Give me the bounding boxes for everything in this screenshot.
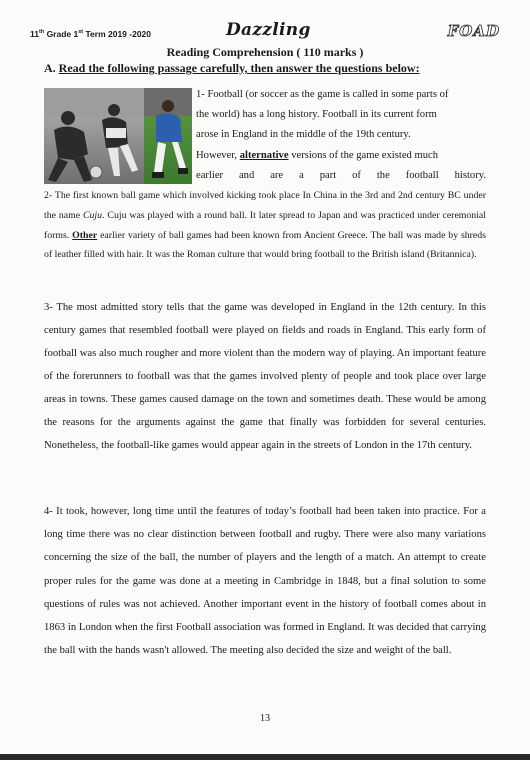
- paragraph-3: 3- The most admitted story tells that the game was developed in England in the 12th century. In this century games that resembled football were played on fields and roads in England. This early form of football was also much rougher and more violent than the modern way of playing. An important feature of the forerunners to football was that the games involved plenty of people and took place over large areas in towns. These games caused damage on the town and sometimes death. These would be among the reasons for the arguments against the game that finally was forbidden for several centuries. Nonetheless, the football-like games would appear again in the streets of London in the 17th century.: [44, 302, 486, 451]
- instruction-text: Read the following passage carefully, then answer the questions below:: [58, 61, 420, 75]
- grade-term-label: 11th Grade 1st Term 2019 -2020: [30, 29, 152, 39]
- word-alternative: alternative: [239, 149, 289, 161]
- page-edge: [0, 754, 530, 760]
- word-cuju: Cuju: [83, 209, 103, 221]
- author-signature: FOAD: [447, 22, 500, 40]
- paragraph-1-line-1: 1- Football (or soccer as the game is called in some parts of: [196, 89, 449, 100]
- word-other: Other: [72, 229, 98, 241]
- page-header: [30, 20, 500, 42]
- paragraph-1-line-5: earlier and are a part of the football history.: [196, 169, 486, 181]
- page-number: 13: [260, 713, 270, 724]
- instruction-letter: A.: [44, 61, 56, 75]
- football-photo: [44, 88, 192, 184]
- section-title: Reading Comprehension ( 110 marks ): [166, 45, 364, 59]
- football-photo-graphic: [44, 88, 192, 184]
- paragraph-1-line-2: the world) has a long history. Football in its current form: [196, 109, 437, 121]
- instruction: [44, 61, 420, 76]
- paragraph-1-line-3: arose in England in the middle of the 19th century.: [196, 129, 411, 141]
- paragraph-4: 4- It took, however, long time until the features of today’s football had been taken into practice. For a long time there was no clear distinction between football and rugby. There were also many variations concerning the size of the ball, the number of players and the length of a match. An attempt to create proper rules for the game was done at a meeting in Cambridge in 1848, but a final solution to some questions of rules was not achieved. Another important event in the history of football comes about in 1863 in London when the first Football association was formed in England. It was decided that carrying the ball with the hands wasn't allowed. The meeting also decided the size and weight of the ball.: [44, 506, 486, 657]
- paragraph-1: [196, 85, 486, 186]
- paragraph-2: 2- The first known ball game which involved kicking took place In China in the 3rd and 2nd century BC under the name Cuju. Cuju was played with a round ball. It later spread to Japan and was practiced under ceremonial forms. Other earlier variety of ball games had been known from Ancient Greece. The ball was made by shreds of leather filled with hair. It was the Roman culture that would bring football to the British island (Britannica).: [44, 190, 486, 261]
- paragraph-1-line-4: However, alternative versions of the game existed much: [196, 149, 438, 161]
- dazzling-logo: Dazzling: [226, 20, 311, 40]
